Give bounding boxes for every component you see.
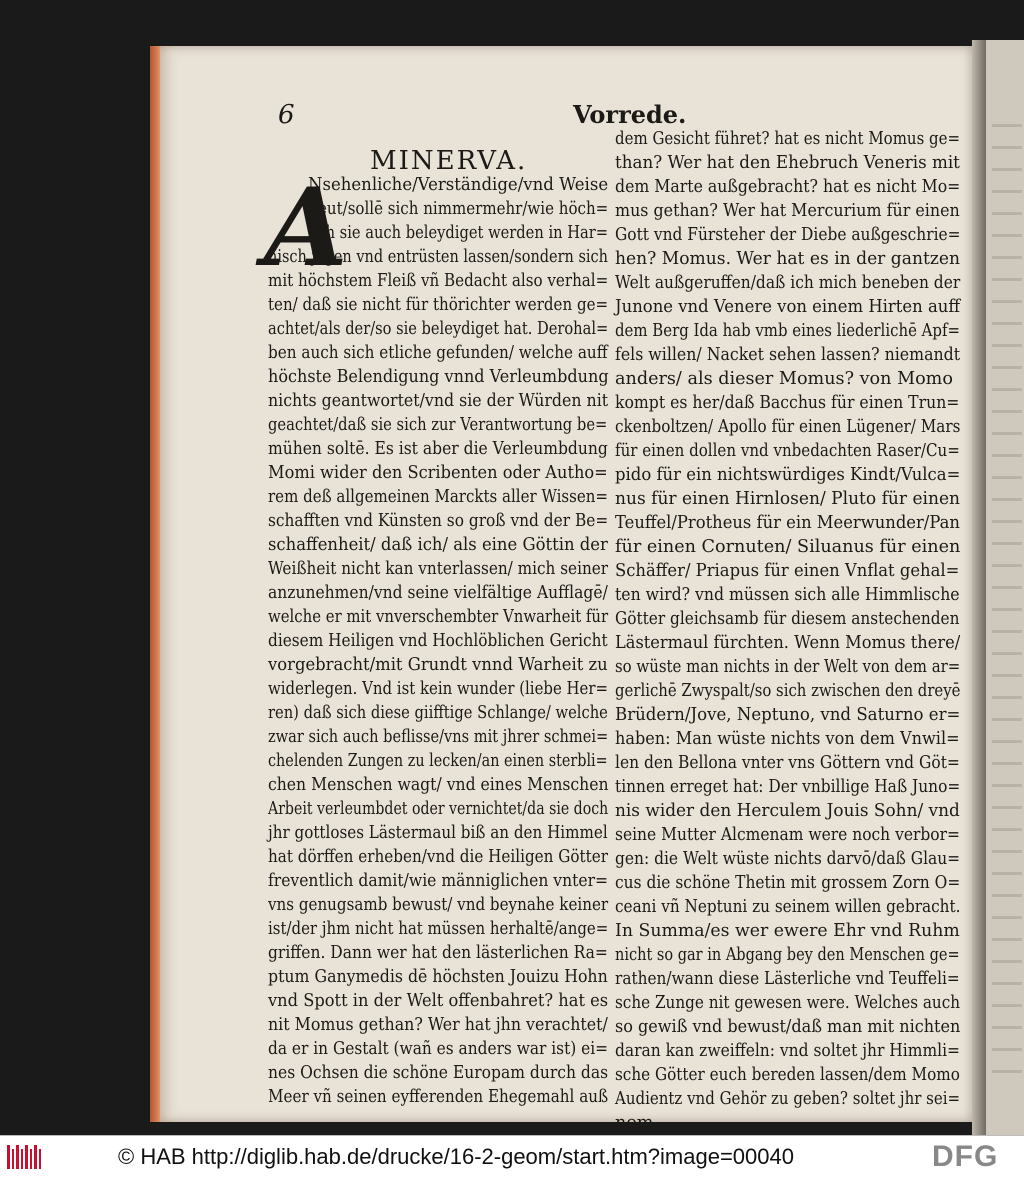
text-line: mühen soltē. Es ist aber die Verleumbdung [268,439,608,459]
text-line: nes Ochsen die schöne Europam durch das [268,1063,609,1083]
text-line: len den Bellona vnter vns Göttern vnd Göt= [615,753,960,773]
text-line: nichts geantwortet/vnd sie der Würden nit [268,391,609,411]
text-line: Schäffer/ Priapus für einen Vnflat gehal= [615,561,960,581]
text-line: ben auch sich etliche gefunden/ welche auff [268,343,608,363]
text-line: jhr gottloses Lästermaul biß an den Himmel [268,823,608,843]
text-line: für einen Cornuten/ Siluanus für einen [615,537,961,557]
text-line: than? Wer hat den Ehebruch Veneris mit [615,153,960,173]
section-title: MINERVA. [370,146,528,176]
text-line: welche er mit vnverschembter Vnwarheit für [268,607,609,627]
text-line: schafften vnd Künsten so groß vnd der Be= [268,511,609,531]
text-line: vnd Spott in der Welt offenbahret? hat es [268,991,609,1011]
text-line: nit Momus gethan? Wer hat jhn verachtet/ [268,1015,608,1035]
text-line: ist/der jhm nicht hat müssen herhaltē/ange= [268,919,609,939]
footer-bar [0,1135,1024,1178]
text-line: dem Marte außgebracht? hat es nicht Mo= [615,177,961,197]
text-line: tinnen erreget hat: Der vnbillige Haß Juno= [615,777,961,797]
text-line: lich sie auch beleydiget werden in Har= [308,223,609,243]
text-line: mus gethan? Wer hat Mercurium für einen [615,201,960,221]
text-line: ceani vñ Neptuni zu seinem willen gebracht. [615,897,961,917]
text-line: Brüdern/Jove, Neptuno, vnd Saturno er= [615,705,961,725]
text-line: ten/ daß sie nicht für thörichter werden ge= [268,295,609,315]
dfg-logo: DFG [932,1140,999,1173]
page-number: 6 [278,100,295,130]
running-head: Vorrede. [573,100,687,129]
page-edge-shadow [972,40,986,1135]
text-line: Meer vñ seinen eyfferenden Ehegemahl auß [268,1087,609,1107]
text-line: Götter gleichsamb für diesem anstechenden [615,609,960,629]
text-line: Gott vnd Fürsteher der Diebe außgeschrie= [615,225,961,245]
text-line: ckenboltzen/ Apollo für einen Lügener/ Mars [615,417,961,437]
text-line: chen Menschen wagt/ vnd eines Menschen [268,775,609,795]
text-line: nem [615,1113,654,1133]
text-line: daran kan zweiffeln: vnd soltet jhr Himmli= [615,1041,961,1061]
copyright-url-text[interactable]: © HAB http://diglib.hab.de/drucke/16-2-geom/start.htm?image=00040 [118,1144,794,1169]
text-line: Junone vnd Venere von einem Hirten auff [615,297,961,317]
text-line: rathen/wann diese Lästerliche vnd Teuffeli= [615,969,960,989]
text-line: Audientz vnd Gehör zu geben? soltet jhr sei= [615,1089,961,1109]
text-line: Arbeit verleumbdet oder vernichtet/da sie doch [268,799,609,819]
text-line: pido für ein nichtswürdiges Kindt/Vulca= [615,465,961,485]
text-line: anzunehmen/vnd seine vielfältige Aufflagē/ [268,583,608,603]
text-line: diesem Heiligen vnd Hochlöblichen Gericht [268,631,608,651]
text-line: nicht so gar in Abgang bey den Menschen ge= [615,945,960,965]
text-line: so wüste man nichts in der Welt von dem ar= [615,657,961,677]
text-line: nisch jagen vnd entrüsten lassen/sondern sich [268,247,608,267]
text-line: ren) daß sich diese giifftige Schlange/ welche [268,703,608,723]
text-line: griffen. Dann wer hat den lästerlichen Ra= [268,943,608,963]
text-line: ptum Ganymedis dē höchsten Jouizu Hohn [268,967,608,987]
text-line: nis wider den Herculem Jouis Sohn/ vnd [615,801,960,821]
text-line: cus die schöne Thetin mit grossem Zorn O= [615,873,961,893]
text-line: für einen dollen vnd vnbedachten Raser/Cu= [615,441,960,461]
text-line: haben: Man wüste nichts von dem Vnwil= [615,729,960,749]
text-line: ten wird? vnd müssen sich alle Himmlische [615,585,960,605]
text-line: kompt es her/daß Bacchus für einen Trun= [615,393,960,413]
next-page-edge [986,40,1024,1135]
book-page [160,46,972,1133]
text-line: anders/ als dieser Momus? von Momo [615,369,953,389]
text-line: Lästermaul fürchten. Wenn Momus there/ [615,633,961,653]
hab-barcode-icon [6,1143,46,1171]
text-line: Momi wider den Scribenten oder Autho= [268,463,608,483]
text-line: gerlichē Zwyspalt/so sich zwischen den dreyē [615,681,961,701]
text-line: schaffenheit/ daß ich/ als eine Göttin der [268,535,608,555]
text-line: fels willen/ Nacket sehen lassen? niemandt [615,345,961,365]
text-line: dem Berg Ida hab vmb eines liederlichē Apf= [615,321,960,341]
text-line: achtet/als der/so sie beleydiget hat. Derohal= [268,319,609,339]
text-line: zwar sich auch beflisse/vns mit jhrer schmei= [268,727,609,747]
text-line: gen: die Welt wüste nichts darvō/daß Glau= [615,849,961,869]
text-line: Nsehenliche/Verständige/vnd Weise [308,175,609,195]
text-line: rem deß allgemeinen Marckts aller Wissen= [268,487,609,507]
text-line: sche Zunge nit gewesen were. Welches auch [615,993,961,1013]
text-line: Welt außgeruffen/daß ich mich beneben der [615,273,961,293]
text-line: Teuffel/Protheus für ein Meerwunder/Pan [615,513,960,533]
text-line: höchste Belendigung vnnd Verleumbdung [268,367,609,387]
text-line: vns genugsamb bewust/ vnd beynahe keiner [268,895,609,915]
text-line: seine Mutter Alcmenam were noch verbor= [615,825,961,845]
text-line: geachtet/daß sie sich zur Verantwortung be= [268,415,608,435]
text-line: chelenden Zungen zu lecken/an einen sterbli= [268,751,608,771]
text-line: widerlegen. Vnd ist kein wunder (liebe Her= [268,679,608,699]
text-line: freventlich damit/wie männiglichen vnter= [268,871,609,891]
text-line: hen? Momus. Wer hat es in der gantzen [615,249,960,269]
text-line: vorgebracht/mit Grundt vnnd Warheit zu [268,655,608,675]
text-line: Leut/sollē sich nimmermehr/wie höch= [308,199,609,219]
text-line: so gewiß vnd bewust/daß man mit nichten [615,1017,961,1037]
text-line: In Summa/es wer ewere Ehr vnd Ruhm [615,921,960,941]
text-line: dem Gesicht führet? hat es nicht Momus ge= [615,129,961,149]
text-line: Weißheit nicht kan vnterlassen/ mich seiner [268,559,609,579]
text-line: nus für einen Hirnlosen/ Pluto für einen [615,489,961,509]
text-line: hat dörffen erheben/vnd die Heiligen Götter [268,847,608,867]
text-line: da er in Gestalt (wañ es anders war ist) ei= [268,1039,609,1059]
text-line: sche Götter euch bereden lassen/dem Momo [615,1065,960,1085]
text-line: mit höchstem Fleiß vñ Bedacht also verhal= [268,271,609,291]
drop-cap: A [264,165,348,291]
